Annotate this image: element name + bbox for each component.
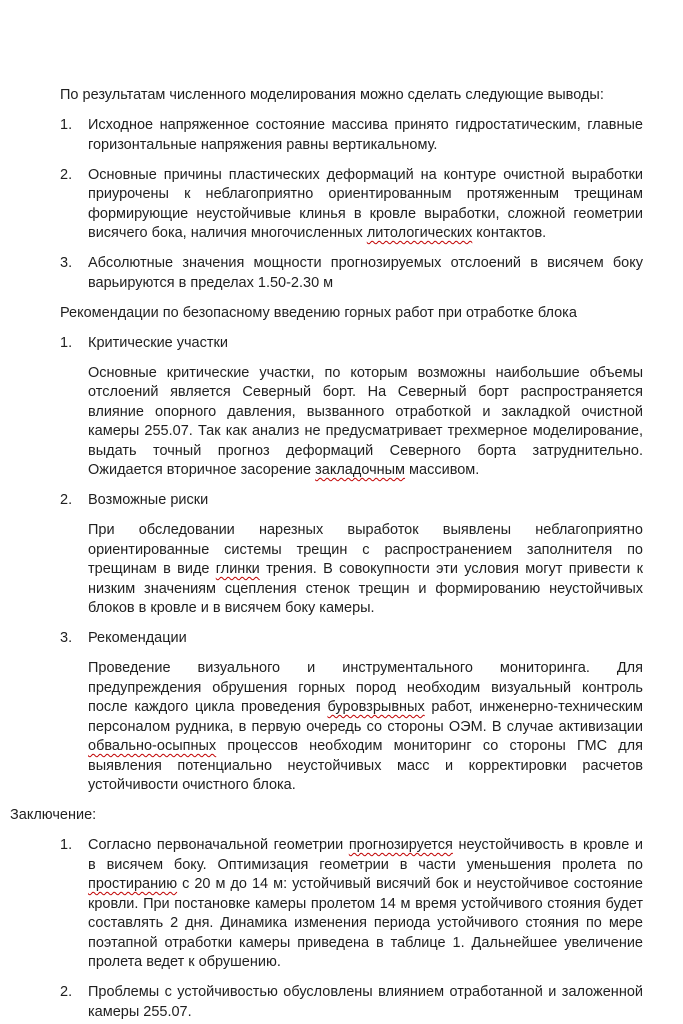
list-item-title: Критические участки — [88, 334, 228, 351]
list-item — [60, 334, 643, 354]
text-segment: контактов. — [472, 225, 547, 241]
list-item-title: Возможные риски — [88, 492, 209, 508]
misspelled-word: прогнозируется — [348, 837, 453, 853]
recommendation-paragraph — [88, 364, 643, 481]
list-item — [60, 983, 643, 1022]
misspelled-word: простиранию — [88, 876, 178, 892]
list-item-title: Рекомендации — [88, 630, 187, 646]
list-number: 2. — [60, 492, 73, 508]
list-number: 1. — [60, 117, 73, 133]
text-segment: массивом. — [405, 462, 480, 478]
text-segment: работ, инженерно-техническим персоналом рудника, в первую очередь со стороны ОЭМ. В случае активизации — [88, 699, 643, 735]
list-item — [60, 629, 643, 649]
list-number: 1. — [60, 837, 73, 853]
list-number: 3. — [60, 630, 73, 646]
list-item-text — [88, 254, 643, 293]
text-segment: Абсолютные значения мощности прогнозируемых отслоений в висячем боку варьируются в пределах 1.50-2.30 м — [88, 255, 643, 291]
text-segment: Основные критические участки, по которым возможны наибольшие объемы отслоений является Северный борт. На Северный борт распространяется влияние опорного давления, вызванного отработкой и закладкой очистной камеры 255.07. Так как анализ не предусматривает трехмерное моделирование, выдать точный прогноз деформаций Северного борта затруднительно. Ожидается вторичное засорение — [88, 364, 643, 478]
text-segment: Согласно первоначальной геометрии — [88, 837, 349, 853]
text-segment: Исходное напряженное состояние массива принято гидростатическим, главные горизонтальные напряжения равны вертикальному. — [88, 117, 643, 153]
recommendation-paragraph — [88, 521, 643, 619]
list-item — [60, 491, 643, 511]
list-item — [60, 836, 643, 973]
text-segment: Проведение визуального и инструментального мониторинга. Для предупреждения обрушения горных пород необходим визуальный контроль после каждого цикла проведения — [88, 660, 643, 715]
recommendation-paragraph — [88, 659, 643, 796]
list-number: 3. — [60, 255, 73, 271]
text-segment: Основные причины пластических деформаций на контуре очистной выработки приурочены к неблагоприятно ориентированным протяженным трещинам формирующие неустойчивые клинья в кровле выработки, сложной геометрии висячего бока, наличия многочисленных — [88, 166, 643, 241]
list-item — [60, 254, 643, 293]
text-segment: При обследовании нарезных выработок выявлены неблагоприятно ориентированные системы трещин с распространением заполнителя по трещинам в виде — [88, 522, 643, 577]
recommendations-heading: Рекомендации по безопасному введению горных работ при отработке блока — [60, 304, 577, 321]
conclusion-heading: Заключение: — [10, 807, 97, 823]
list-number: 2. — [60, 166, 73, 183]
text-segment: с 20 м до 14 м: устойчивый висячий бок и неустойчивое состояние кровли. При постановке камеры пролетом 14 м время устойчивого стояния будет составлять 2 дня. Динамика изменения периода устойчивого стояния по мере поэтапной отработки камеры приведена в таблице 1. Дальнейшее увеличение пролета ведет к обрушению. — [88, 876, 643, 970]
list-item — [60, 116, 643, 155]
text-segment: Проблемы с устойчивостью обусловлены влиянием отработанной и заложенной камеры 255.07. — [88, 984, 643, 1020]
text-segment: процессов необходим мониторинг со стороны ГМС для выявления потенциально неустойчивых масс и корректировки расчетов устойчивости очистного блока. — [88, 738, 643, 793]
misspelled-word: обвально-осыпных — [88, 738, 217, 754]
list-item-text — [88, 836, 643, 973]
text-segment: трения. В совокупности эти условия могут привести к низким значениям сцепления стенок трещин и формированию неустойчивых блоков в кровле и в висячем боку камеры. — [88, 561, 644, 616]
misspelled-word: литологических — [366, 225, 473, 241]
list-number: 1. — [60, 334, 73, 351]
list-number: 2. — [60, 984, 73, 1000]
misspelled-word: глинки — [215, 561, 260, 577]
list-item-text — [88, 983, 643, 1022]
list-item — [60, 166, 643, 244]
list-item-text — [88, 116, 643, 155]
text-segment: неустойчивость в кровле и в висячем боку. Оптимизация геометрии в части уменьшения пролета по — [88, 837, 643, 873]
list-item-text — [88, 166, 643, 244]
misspelled-word: буровзрывных — [327, 699, 425, 715]
intro-paragraph: По результатам численного моделирования можно сделать следующие выводы: — [60, 87, 604, 103]
misspelled-word: закладочным — [315, 462, 406, 478]
